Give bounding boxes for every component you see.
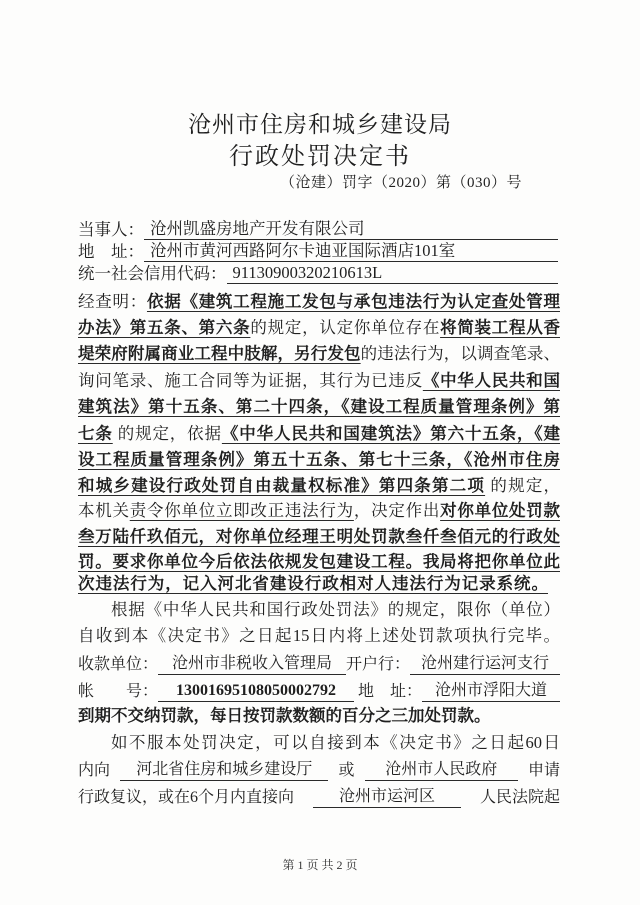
findings-line [78, 369, 560, 393]
document-type-title: 行政处罚决定书 [229, 144, 411, 170]
appeal-court-row [78, 784, 560, 808]
appeal-line: 如不服本处罚决定，可以自接到本《决定书》之日起60日 [111, 733, 560, 752]
findings-fill-in: 依据《建筑工程施工发包与承包违法行为认定查处管理 [146, 292, 560, 311]
findings-line [78, 499, 560, 523]
findings-line [78, 290, 560, 314]
review-agency-2: 沧州市人民政府 [365, 759, 518, 781]
findings-line [78, 474, 560, 498]
payee-label: 收款单位： [78, 656, 159, 673]
payee-value: 沧州市非税收入管理局 [158, 653, 346, 675]
findings-line [78, 525, 560, 549]
account-label: 帐 号： [78, 683, 159, 700]
findings-fill-in: 对你单位处罚款 [440, 501, 560, 520]
appeal-agencies-row [78, 757, 560, 781]
party-address-label: 地 址： [78, 242, 144, 261]
bank-label: 开户行： [346, 656, 411, 673]
findings-fill-in: 设工程质量管理条例》第五十五条、第七十三条，《沧州市住房 [78, 450, 560, 469]
findings-text: 的规定，认定你单位存在 [250, 318, 441, 337]
findings-line [78, 550, 560, 574]
findings-text: 的规定，依据 [112, 424, 222, 443]
appeal-text: 申请 [527, 762, 560, 779]
findings-fill-in: 责令你单位立即改正违法行为 [129, 501, 354, 520]
findings-line [78, 448, 560, 472]
credit-code-label: 统一社会信用代码： [78, 264, 227, 283]
findings-fill-in: 和城乡建设行政处罚自由裁量权标准》第四条第二项 [78, 476, 486, 495]
bank-value: 沧州建行运河支行 [410, 653, 560, 675]
payee-row [78, 651, 560, 675]
findings-fill-in: 《中华人民共和国建筑法》第六十五条，《建 [221, 424, 560, 443]
court-district: 沧州市运河区 [313, 786, 461, 808]
payment-line: 自收到本《决定书》之日起15日内将上述处罚款项执行完毕。 [78, 626, 560, 645]
payment-line: 根据《中华人民共和国行政处罚法》的规定，限你（单位） [111, 600, 560, 619]
party-name-label: 当事人： [78, 220, 144, 239]
findings-fill-in: 将简装工程从香 [440, 318, 560, 337]
findings-line [78, 422, 560, 446]
credit-code-row [78, 260, 558, 284]
findings-line [78, 342, 560, 366]
findings-line [78, 316, 560, 340]
findings-fill-in: 《中华人民共和国 [422, 371, 560, 390]
findings-text: ，决定作出 [353, 501, 441, 520]
findings-text: 的违法行为，以调查笔录、 [360, 344, 560, 363]
findings-fill-in: 堤荣府附属商业工程中肢解，另行发包 [78, 344, 361, 363]
party-address-row [78, 238, 558, 262]
bank-address-value: 沧州市浮阳大道 [422, 680, 560, 702]
appeal-text: 人民法院起 [479, 789, 560, 806]
review-agency-1: 河北省住房和城乡建设厅 [120, 759, 328, 781]
findings-fill-in: 罚。要求你单位今后依法依规发包建设工程。我局将把你单位此 [78, 552, 560, 571]
account-value: 13001695108050002792 [158, 680, 354, 702]
party-name-row [78, 216, 558, 240]
findings-text: 询问笔录、施工合同等为证据，其行为已违反 [78, 371, 423, 390]
findings-label: 经查明： [78, 292, 147, 311]
agency-title: 沧州市住房和城乡建设局 [188, 112, 452, 137]
credit-code-value: 91130900320210613L [227, 262, 559, 284]
page-number: 第 1 页 共 2 页 [282, 858, 358, 872]
appeal-text: 行政复议，或在6个月内直接向 [78, 789, 295, 806]
party-name-value: 沧州凯盛房地产开发有限公司 [144, 218, 558, 240]
findings-line [78, 395, 560, 419]
appeal-text: 内向 [78, 762, 111, 779]
appeal-text: 或 [338, 762, 355, 779]
findings-fill-in: 办法》第五条、第六条 [78, 318, 251, 337]
party-address-value: 沧州市黄河西路阿尔卡迪亚国际酒店101室 [144, 240, 558, 262]
findings-text: 的规定， [485, 476, 560, 495]
account-row [78, 678, 560, 702]
findings-fill-in: 七条 [78, 424, 113, 443]
document-number: （沧建）罚字（2020）第（030）号 [280, 175, 523, 191]
findings-fill-in: 建筑法》第十五条、第二十四条，《建设工程质量管理条例》第 [78, 397, 560, 416]
late-fee-notice: 到期不交纳罚款，每日按罚款数额的百分之三加处罚款。 [78, 706, 491, 725]
findings-line [78, 572, 548, 596]
findings-fill-in: 叁万陆仟玖佰元，对你单位经理王明处罚款叁仟叁佰元的行政处 [78, 527, 560, 546]
findings-text: 本机关 [78, 501, 130, 520]
findings-fill-in: 次违法行为，记入河北省建设行政相对人违法行为记录系统。 [78, 574, 548, 593]
bank-address-label: 地 址： [358, 683, 423, 700]
